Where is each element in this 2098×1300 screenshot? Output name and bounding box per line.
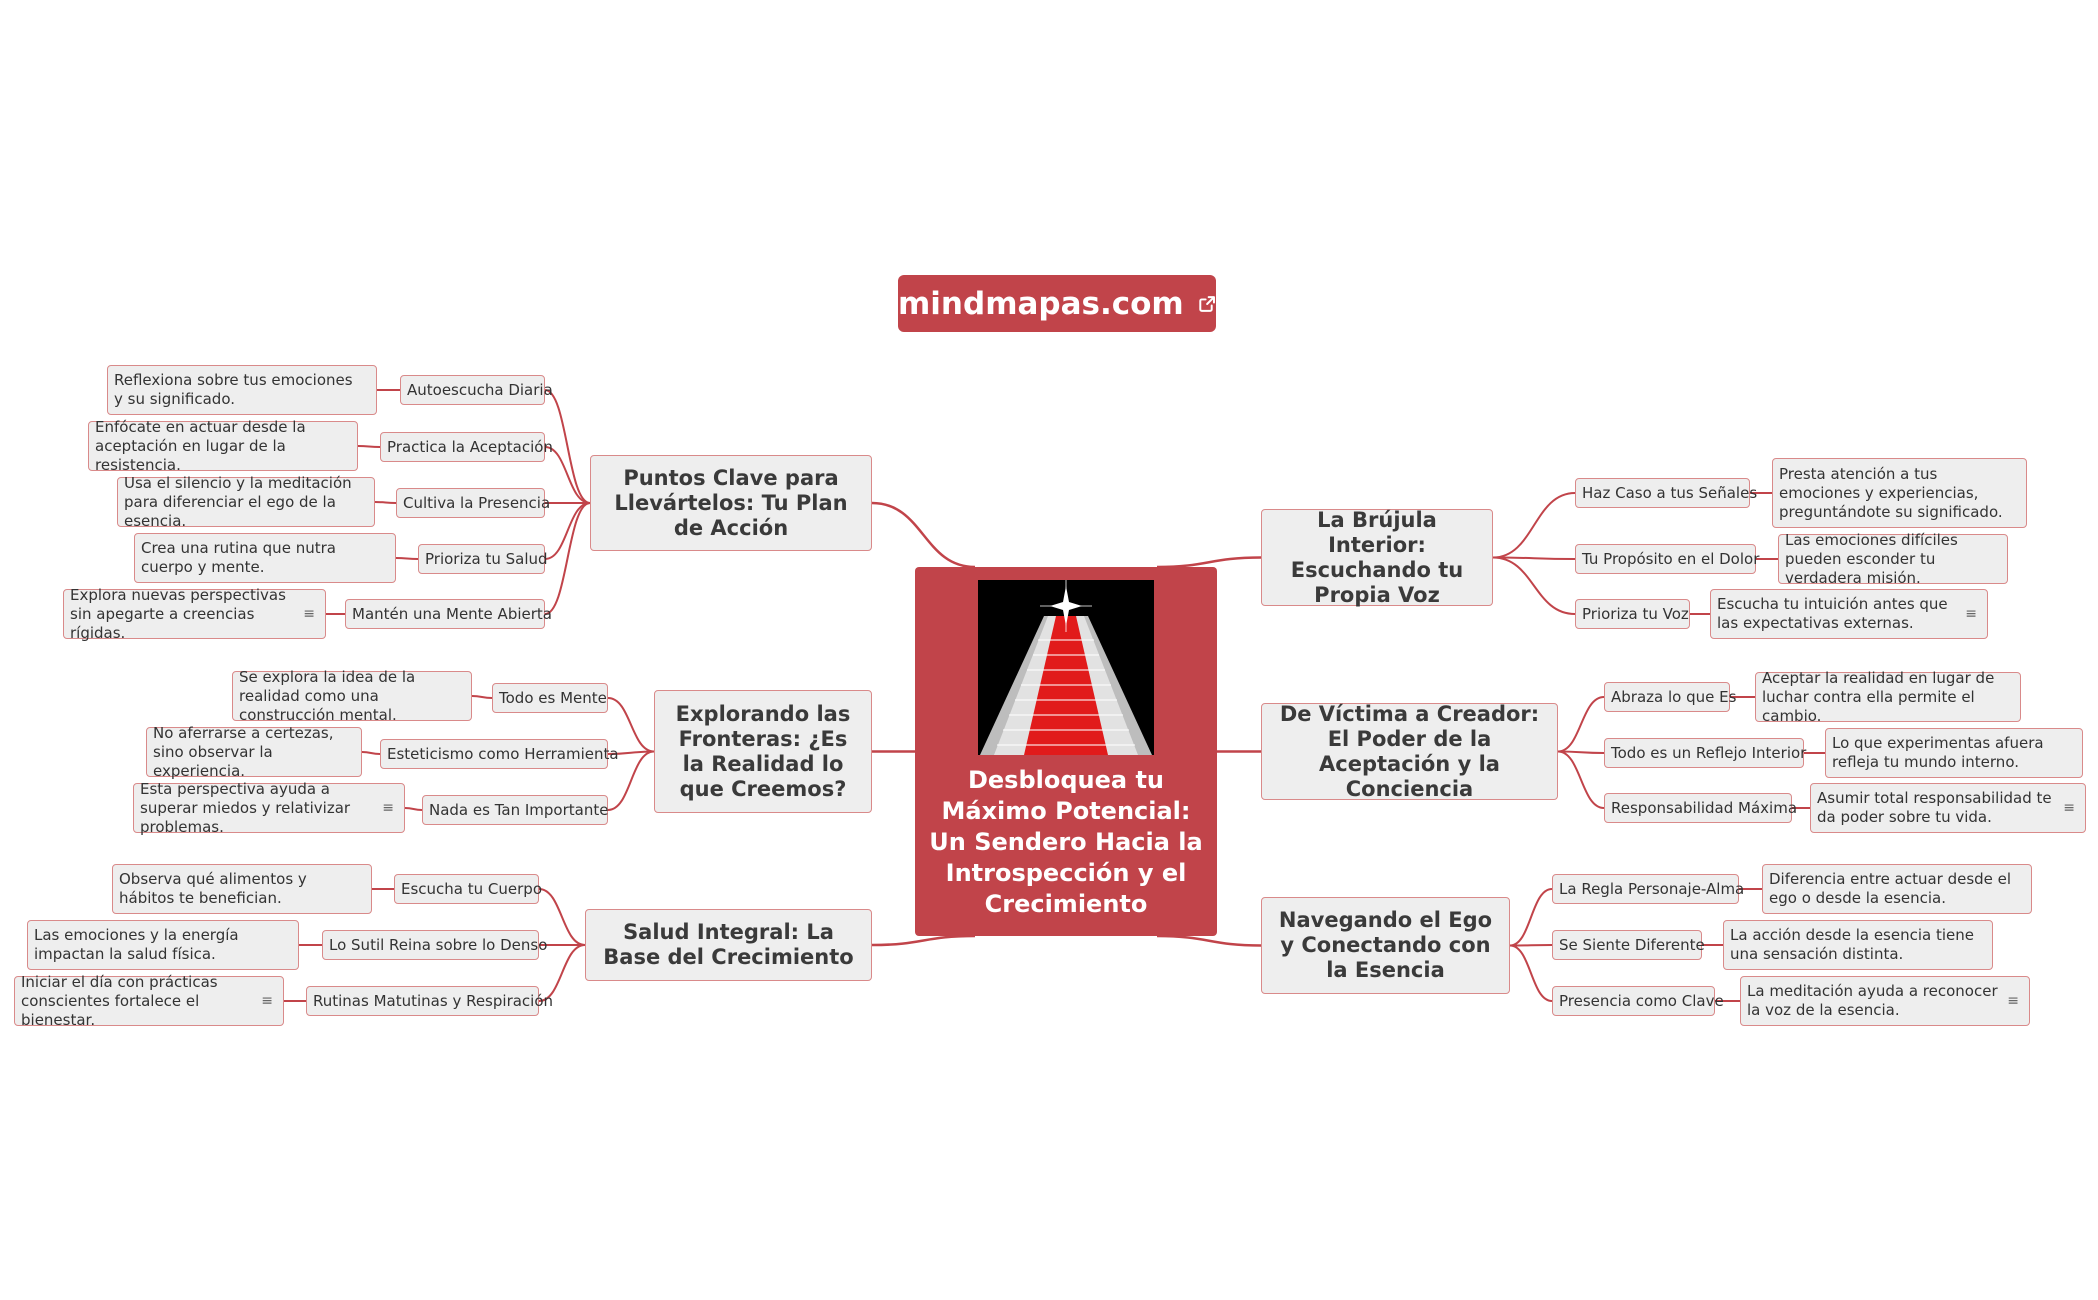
branch-subtopic-line (545, 503, 590, 559)
center-branch-line (872, 936, 975, 945)
branch-topic[interactable] (1261, 703, 1558, 800)
notes-icon[interactable]: ≡ (382, 800, 394, 816)
branch-subtopic-line (1510, 946, 1552, 1002)
note-topic[interactable] (1772, 458, 2027, 528)
subtopic-label: Presencia como Clave (1559, 991, 1724, 1010)
subtopic-label: Todo es Mente (499, 688, 607, 707)
note-text: Las emociones y la energía impactan la salud física. (34, 926, 239, 963)
subtopic-label: La Regla Personaje-Alma (1559, 879, 1745, 898)
note-text: Reflexiona sobre tus emociones y su significado. (114, 371, 353, 408)
note-topic[interactable] (88, 417, 358, 474)
branch-subtopic-line (1493, 558, 1575, 615)
note-topic[interactable] (107, 365, 377, 415)
note-topic[interactable] (1723, 920, 1993, 970)
subtopic-note-line (375, 502, 396, 503)
brand-label: mindmapas.com (898, 285, 1184, 322)
branch-title: De Víctima a Creador: El Poder de la Aceptación y la Conciencia (1279, 701, 1540, 801)
note-text: No aferrarse a certezas, sino observar la experiencia. (153, 723, 334, 780)
subtopic-note-line (472, 696, 492, 698)
subtopic-label: Prioriza tu Salud (425, 549, 548, 568)
subtopic[interactable] (1552, 874, 1745, 904)
subtopic[interactable] (1604, 793, 1798, 823)
branch-subtopic-line (1493, 493, 1575, 558)
note-topic[interactable] (1825, 728, 2083, 778)
subtopic-label: Escucha tu Cuerpo (401, 879, 542, 898)
branch-title: La Brújula Interior: Escuchando tu Propia Voz (1290, 507, 1464, 607)
note-text: Observa qué alimentos y hábitos te benefician. (119, 870, 307, 907)
note-text: Lo que experimentas afuera refleja tu mundo interno. (1832, 734, 2044, 771)
subtopic-label: Tu Propósito en el Dolor (1582, 549, 1760, 568)
notes-icon[interactable]: ≡ (261, 993, 273, 1009)
note-topic[interactable] (1755, 668, 2021, 725)
notes-icon[interactable]: ≡ (1965, 606, 1977, 622)
branch-subtopic-line (1510, 889, 1552, 946)
note-text: La acción desde la esencia tiene una sensación distinta. (1730, 926, 1974, 963)
note-text: Presta atención a tus emociones y experiencias, preguntándote su significado. (1779, 464, 2003, 521)
note-text: Las emociones difíciles pueden esconder tu verdadera misión. (1785, 530, 1958, 587)
subtopic-label: Mantén una Mente Abierta (352, 604, 552, 623)
note-topic[interactable] (1762, 864, 2032, 914)
note-topic[interactable] (1778, 530, 2008, 587)
subtopic[interactable] (1575, 599, 1690, 629)
notes-icon[interactable]: ≡ (2063, 800, 2075, 816)
subtopic-label: Prioriza tu Voz (1582, 604, 1689, 623)
note-text: Esta perspectiva ayuda a superar miedos y relativizar problemas. (140, 779, 351, 836)
branch-topic[interactable] (654, 690, 872, 813)
center-branch-line (872, 503, 975, 567)
central-topic[interactable] (915, 567, 1217, 936)
note-text: Iniciar el día con prácticas conscientes fortalece el bienestar. (21, 972, 218, 1029)
subtopic-label: Practica la Aceptación (387, 437, 553, 456)
branch-topic[interactable] (585, 909, 872, 981)
branch-topic[interactable] (1261, 509, 1493, 606)
subtopic[interactable] (1604, 738, 1807, 768)
center-branch-line (1157, 936, 1261, 946)
note-text: Usa el silencio y la meditación para diferenciar el ego de la esencia. (124, 473, 352, 530)
subtopic-label: Todo es un Reflejo Interior (1611, 743, 1807, 762)
center-branch-line (1157, 558, 1261, 568)
subtopic[interactable] (492, 683, 608, 713)
note-text: Se explora la idea de la realidad como una construcción mental. (239, 667, 416, 724)
note-topic[interactable] (112, 864, 372, 914)
branch-title: Salud Integral: La Base del Crecimiento (603, 920, 854, 969)
note-text: Diferencia entre actuar desde el ego o desde la esencia. (1769, 870, 2012, 907)
branch-title: Explorando las Fronteras: ¿Es la Realidad lo que Creemos? (675, 701, 851, 801)
branch-subtopic-line (1510, 945, 1552, 946)
subtopic-label: Autoescucha Diaria (407, 380, 553, 399)
branch-subtopic-line (1558, 697, 1604, 752)
branch-subtopic-line (608, 698, 654, 752)
subtopic[interactable] (418, 544, 548, 574)
external-link-icon (1198, 291, 1216, 317)
subtopic-label: Esteticismo como Herramienta (387, 744, 619, 763)
subtopic[interactable] (380, 432, 553, 462)
subtopic-label: Haz Caso a tus Señales (1582, 483, 1758, 502)
note-text: Escucha tu intuición antes que las expectativas externas. (1717, 595, 1948, 632)
note-text: Aceptar la realidad en lugar de luchar contra ella permite el cambio. (1762, 668, 1995, 725)
branch-topic[interactable] (590, 455, 872, 551)
subtopic[interactable] (1552, 930, 1705, 960)
note-topic[interactable] (14, 972, 284, 1029)
note-text: Crea una rutina que nutra cuerpo y mente. (141, 539, 336, 576)
subtopic[interactable] (1604, 682, 1737, 712)
note-text: Explora nuevas perspectivas sin apegarte a creencias rígidas. (70, 585, 286, 642)
subtopic[interactable] (1575, 544, 1760, 574)
brand-link-button[interactable] (898, 275, 1216, 332)
subtopic-label: Cultiva la Presencia (403, 493, 551, 512)
note-topic[interactable] (1710, 589, 1988, 639)
note-topic[interactable] (63, 585, 326, 642)
subtopic-label: Rutinas Matutinas y Respiración (313, 991, 554, 1010)
subtopic-note-line (358, 446, 380, 447)
branch-title: Puntos Clave para Llevártelos: Tu Plan de Acción (614, 465, 848, 540)
subtopic[interactable] (1575, 478, 1758, 508)
subtopic[interactable] (396, 488, 551, 518)
subtopic-note-line (405, 808, 422, 810)
note-topic[interactable] (232, 667, 472, 724)
note-topic[interactable] (134, 533, 396, 583)
subtopic[interactable] (422, 795, 608, 825)
note-text: Enfócate en actuar desde la aceptación en lugar de la resistencia. (95, 417, 306, 474)
branch-title: Navegando el Ego y Conectando con la Esencia (1278, 908, 1493, 982)
note-topic[interactable] (1740, 976, 2030, 1026)
subtopic[interactable] (345, 599, 552, 629)
subtopic[interactable] (400, 375, 553, 405)
subtopic-label: Nada es Tan Importante (429, 800, 609, 819)
subtopic-label: Lo Sutil Reina sobre lo Denso (329, 935, 548, 954)
subtopic-label: Se Siente Diferente (1559, 935, 1705, 954)
subtopic[interactable] (1552, 986, 1724, 1016)
note-topic[interactable] (146, 723, 362, 780)
subtopic-label: Responsabilidad Máxima (1611, 798, 1798, 817)
subtopic[interactable] (306, 986, 554, 1016)
central-topic-title: Desbloquea tu Máximo Potencial: Un Sendero Hacia la Introspección y el Crecimiento (929, 766, 1203, 918)
note-text: La meditación ayuda a reconocer la voz de la esencia. (1747, 982, 1998, 1019)
subtopic-note-line (362, 752, 380, 754)
branch-subtopic-line (545, 503, 590, 614)
note-topic[interactable] (27, 920, 299, 970)
branch-subtopic-line (1558, 752, 1604, 809)
note-topic[interactable] (117, 473, 375, 530)
branch-topic[interactable] (1261, 897, 1510, 994)
subtopic-note-line (396, 558, 418, 559)
notes-icon[interactable]: ≡ (2007, 993, 2019, 1009)
note-topic[interactable] (133, 779, 405, 836)
notes-icon[interactable]: ≡ (303, 606, 315, 622)
subtopic[interactable] (394, 874, 542, 904)
note-topic[interactable] (1810, 783, 2086, 833)
subtopic[interactable] (380, 739, 619, 769)
note-text: Asumir total responsabilidad te da poder sobre tu vida. (1817, 789, 2052, 826)
subtopic[interactable] (322, 930, 548, 960)
staircase-image (978, 580, 1154, 755)
subtopic-label: Abraza lo que Es (1611, 687, 1737, 706)
